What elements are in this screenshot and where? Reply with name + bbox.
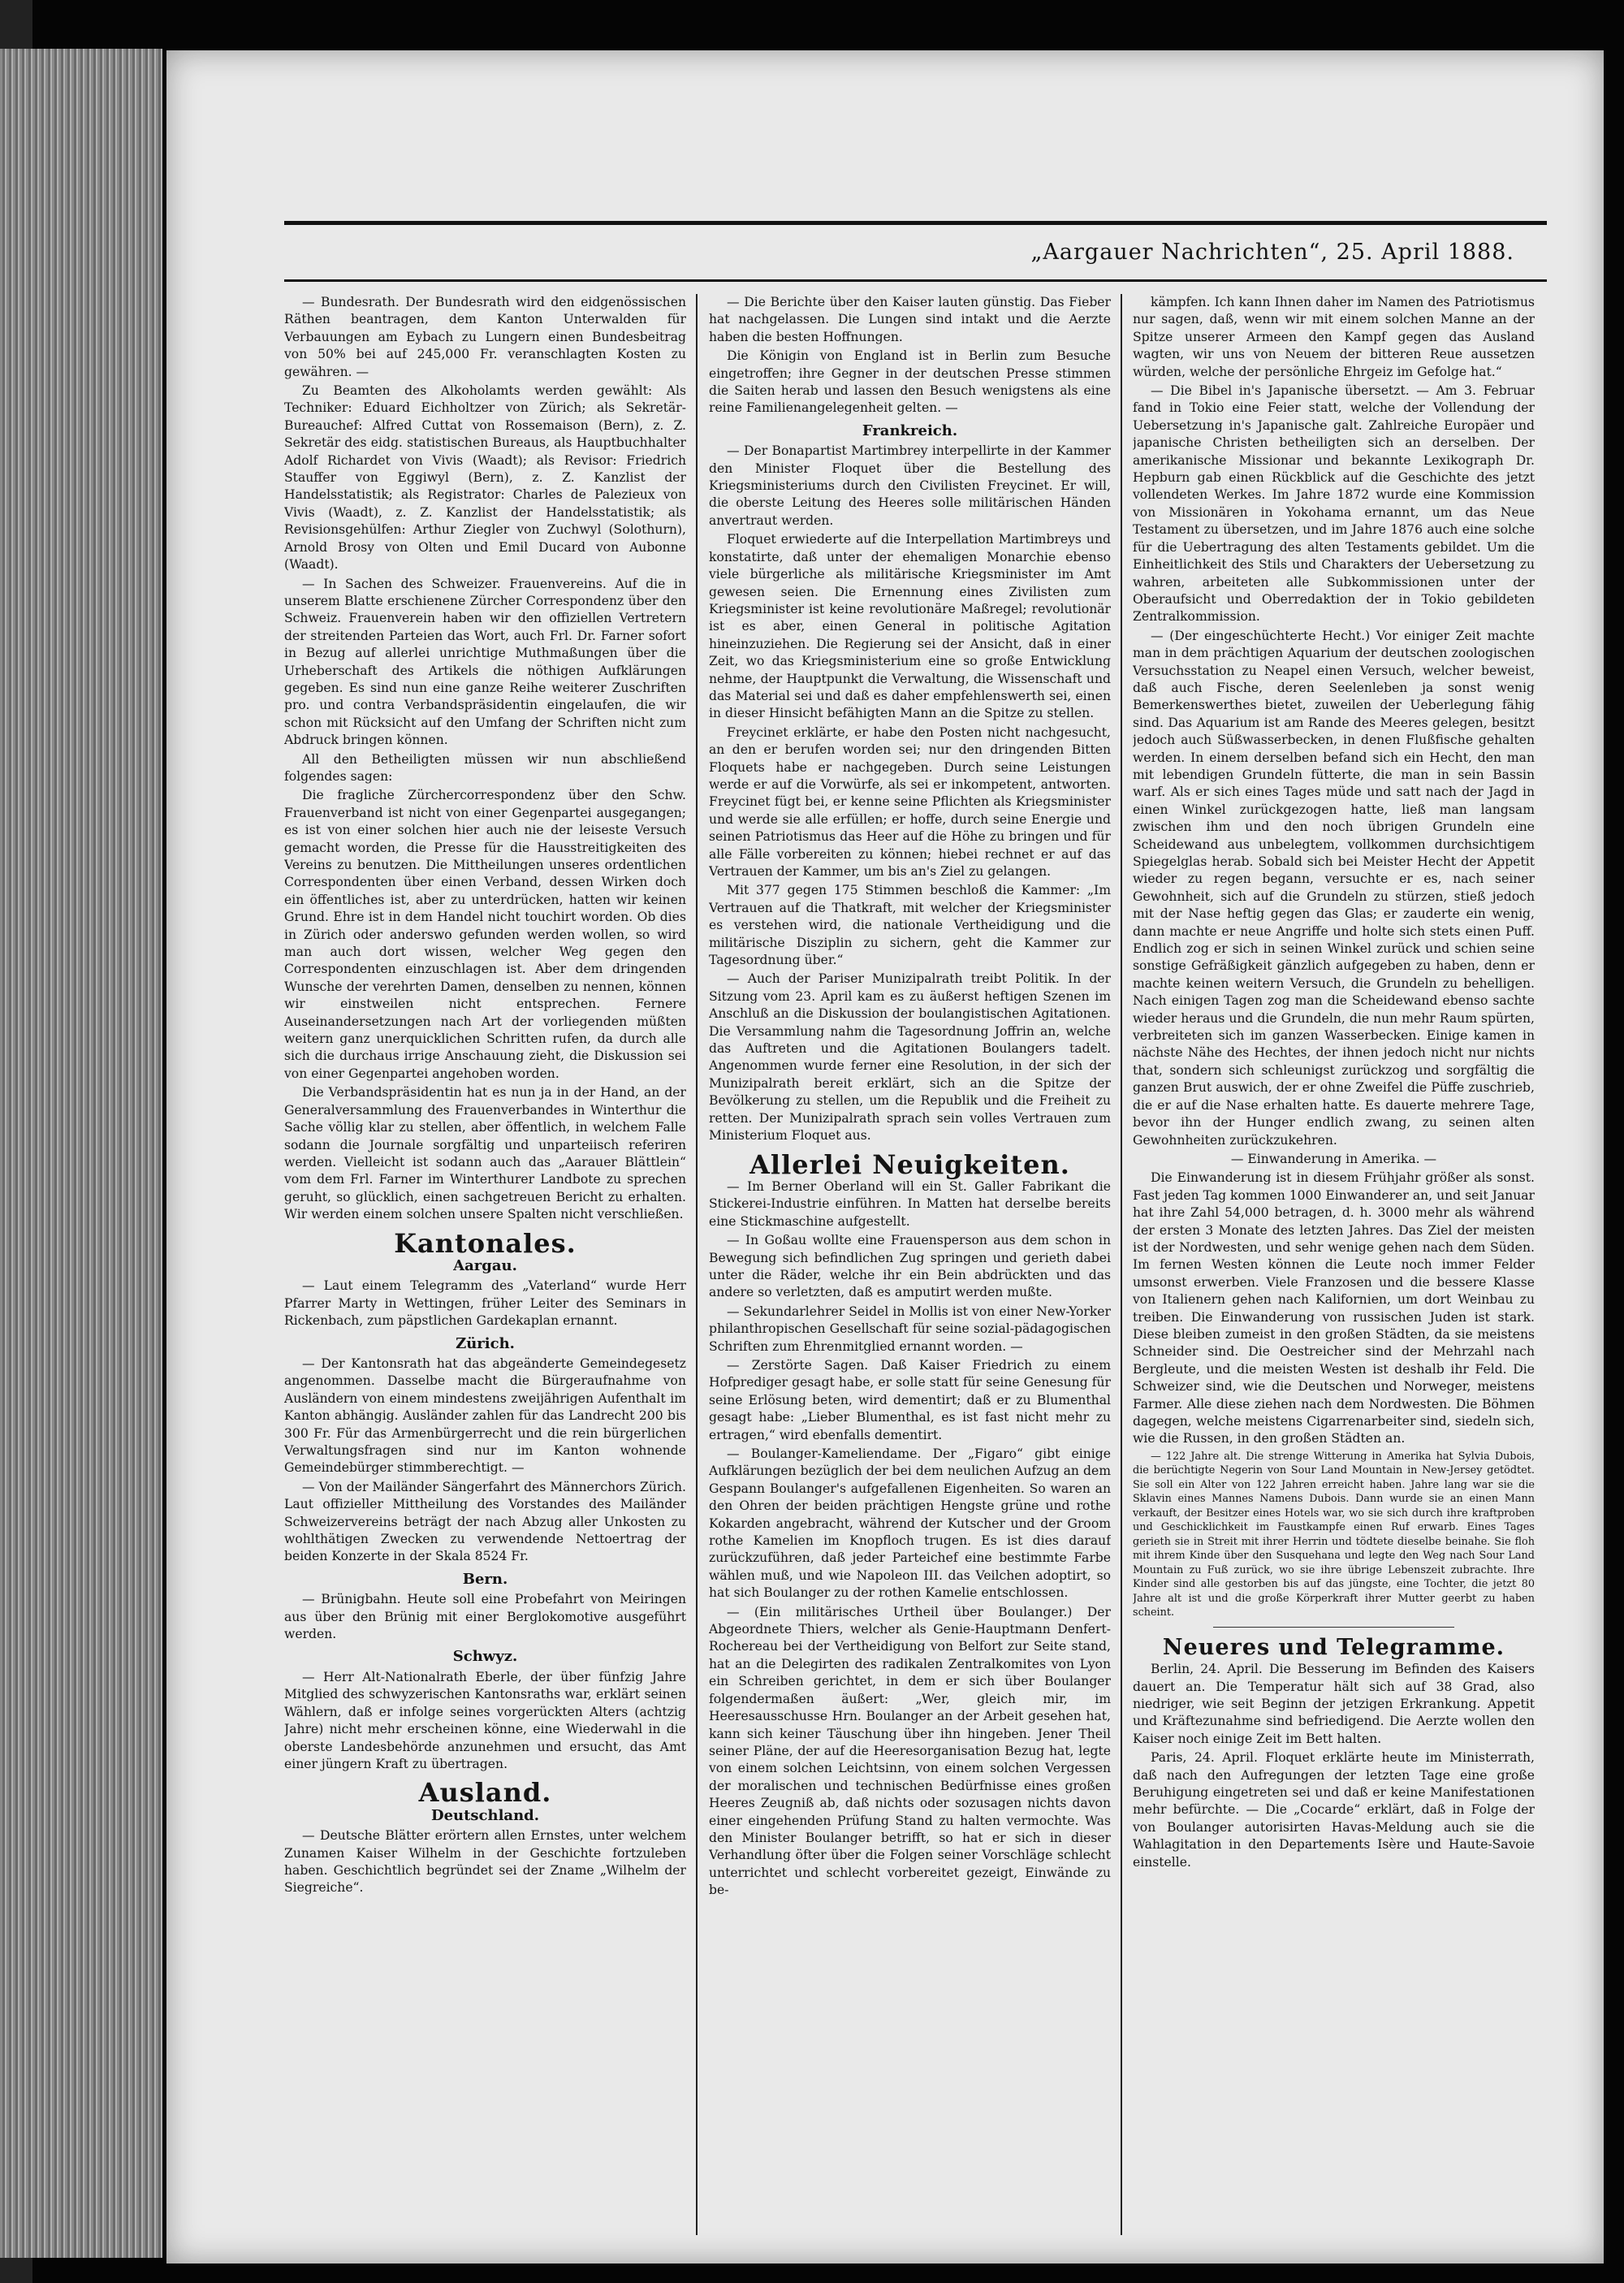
article-einwanderung: Die Einwanderung ist in diesem Frühjahr größer als sonst. Fast jeden Tag kommen 1000 Einwanderer an, und seit Januar hat ihre Zahl 54,000 betragen, d. h. 3000 mehr als während der ersten 3 Monate des letzten Jahres. Das Ziel der meisten ist der Nordwesten, und sehr wenige gehen nach dem Süden. Im fernen Westen können die Leute noch immer Felder umsonst erwerben. Viele Franzosen und die bessere Klasse von Italienern gehen nach Kalifornien, um dort Weinbau zu treiben. Die Einwanderung von russischen Juden ist stark. Diese bleiben zumeist in den großen Städten, da sie meistens Schneider sind. Die Oestreicher sind der Mehrzahl nach Bergleute, und die meisten Westen ist deshalb ihr Feld. Die Schweizer sind, wie die Deutschen und Norweger, meistens Farmer. Alle diese ziehen nach dem Nordwesten. Die Böhmen dagegen, welche meistens Cigarrenarbeiter sind, siedeln sich, wie die Russen, in den großen Städten an. bbox=[1133, 1170, 1535, 1446]
article-paragraph: Die fragliche Zürchercorrespondenz über den Schw. Frauenverband ist nicht von einer Gegenpartei ausgegangen; es ist von einer solchen hier auch nie der leiseste Versuch gemacht worden, die Presse für die Hausstreitigkeiten des Vereins zu benutzen. Die Mittheilungen unseres ordentlichen Correspondenten über einen Verband, dessen Wirken doch ein öffentliches ist, aber zu unterdrücken, hatten wir keinen Grund. Ehre ist in dem Handel nicht touchirt worden. Ob dies in Zürich oder anderswo gefunden werden wollen, so wird man auch dort wissen, welcher Weg gegen den Correspondenten einzuschlagen ist. Aber dem dringenden Wunsche der verehrten Damen, denselben zu nennen, können wir einstweilen nicht entsprechen. Fernere Auseinandersetzungen nach Art der vorliegenden müßten weitern ganz unerquicklichen Schritten rufen, da durch alle sich die durchaus irrige Anschauung zieht, die Diskussion sei von einer Gegenpartei angehoben worden. bbox=[284, 788, 686, 1081]
section-heading-ausland: Ausland. bbox=[418, 1777, 552, 1809]
article-aargau: — Laut einem Telegramm des „Vaterland“ wurde Herr Pfarrer Marty in Wettingen, früher Leiter des Seminars in Rickenbach, zum päpstlichen Gardekaplan ernannt. bbox=[284, 1278, 686, 1329]
column-divider bbox=[1121, 294, 1122, 2235]
masthead-rule bbox=[284, 279, 1547, 282]
article-hecht: — (Der eingeschüchterte Hecht.) Vor einiger Zeit machte man in dem prächtigen Aquarium der deutschen zoologischen Versuchsstation zu Neapel einen Versuch, welcher beweist, daß auch Fische, deren Seelenleben ja sonst wenig Bemerkenswerthes bietet, zuweilen der Ueberlegung fähig sind. Das Aquarium ist am Rande des Meeres gelegen, besitzt jedoch auch Süßwasserbecken, in denen Flußfische gehalten werden. In einem derselben befand sich ein Hecht, den man mit lebendigen Grundeln fütterte, die man in sein Bassin warf. Als er sich eines Tages müde und satt nach der Jagd in einen Winkel zurückgezogen hatte, ließ man langsam zwischen ihm und den noch übrigen Grundeln eine Scheidewand aus unbelegtem, vollkommen durchsichtigem Spiegelglas herab. Sobald sich bei Meister Hecht der Appetit wieder zu regen begann, versuchte er es, nach seiner Gewohnheit, sich auf die Grundeln zu stürzen, stieß jedoch mit der Nase heftig gegen das Glas; er zauderte ein wenig, dann machte er neue Angriffe und holte sich stets einen Puff. Endlich zog er sich in seinen Winkel zurück und schien seine sonstige Gefräßigkeit gänzlich aufgegeben zu haben, denn er machte keinen weitern Versuch, die Grundeln zu behelligen. Nach einigen Tagen zog man die Scheidewand ebenso sachte wieder heraus und die Grundeln, die nun mehr Raum spürten, verbreiteten sich im ganzen Wasserbecken. Einige kamen in nächste Nähe des Hechtes, der ihnen jedoch nicht nur nichts that, sondern sich schleunigst zurückzog und sorgfältig die ganzen Brut auswich, der er ohne Zweifel die Püffe zuschrieb, die er auf die Nase erhalten hatte. Es dauerte mehrere Tage, bevor ihn der Hunger endlich zwang, zu seinen alten Gewohnheiten zurückzukehren. bbox=[1133, 628, 1535, 1148]
newspaper-page bbox=[166, 50, 1604, 2264]
article-seidel: — Sekundarlehrer Seidel in Mollis ist von einer New-Yorker philanthropischen Gesellschaft für seine sozial-pädagogischen Schriften zum Ehrenmitglied ernannt worden. — bbox=[709, 1304, 1111, 1354]
article-alkoholamt: Zu Beamten des Alkoholamts werden gewählt: Als Techniker: Eduard Eichholtzer von Zürich; als Sekretär-Bureauchef: Alfred Cuttat von Rossemaison (Bern), z. Z. Sekretär des eidg. statistischen Bureaus, als Hauptbuchhalter Adolf Richardet von Vivis (Waadt); als Revisor: Friedrich Stauffer von Eggiwyl (Bern), z. Z. Kanzlist der Handelsstatistik; als Registrator: Charles de Palezieux von Vivis (Waadt), z. Z. Kanzlist der Handelsstatistik; als Revisionsgehülfen: Arthur Ziegler von Zuchwyl (Solothurn), Arnold Brosy von Olten und Emil Ducard von Aubonne (Waadt). bbox=[284, 383, 686, 573]
article-freycinet: Freycinet erklärte, er habe den Posten nicht nachgesucht, an den er berufen worden sei; nur den dringenden Bitten Floquets habe er nachgegeben. Durch seine Leistungen werde er auf die Vorwürfe, als sei er inkompetent, antworten. Freycinet fügt bei, er kenne seine Pflichten als Kriegsminister und werde sie alle erfüllen; er hoffe, durch seine Energie und seinen Patriotismus das Heer auf die Höhe zu bringen und für alle Fälle vorbereiten zu können; hiebei rechnet er auf das Vertrauen der Kammer, um bis an's Ziel zu gelangen. bbox=[709, 724, 1111, 879]
article-stickerei: — Im Berner Oberland will ein St. Galler Fabrikant die Stickerei-Industrie einführen. In Matten hat derselbe bereits eine Stickmaschine aufgestellt. bbox=[709, 1178, 1111, 1229]
article-munizipalrath: — Auch der Pariser Munizipalrath treibt Politik. In der Sitzung vom 23. April kam es zu äußerst heftigen Szenen im Anschluß an die Diskussion der boulangistischen Agitationen. Die Versammlung nahm die Tagesordnung Joffrin an, welche das Auftreten und die Agitationen Boulangers tadelt. Angenommen wurde ferner eine Resolution, in der sich der Munizipalrath bereit erklärt, sich an die Spitze der Bevölkerung zu stellen, um die Republik und die Freiheit zu retten. Der Munizipalrath sprach sein volles Vertrauen zum Ministerium Floquet aus. bbox=[709, 971, 1111, 1144]
article-kantonsrath: — Der Kantonsrath hat das abgeänderte Gemeindegesetz angenommen. Dasselbe macht die Bürgeraufnahme von Ausländern von einem mindestens zweijährigen Aufenthalt im Kanton abhängig. Ausländer zahlen für das Landrecht 200 bis 300 Fr. Für das Armenbürgerrecht und die rein bürgerlichen Verwaltungsfragen sind nur im Kanton wohnende Gemeindebürger stimmberechtigt. — bbox=[284, 1356, 686, 1476]
article-saengerfahrt: — Von der Mailänder Sängerfahrt des Männerchors Zürich. Laut offizieller Mittheilung des Vorstandes des Mailänder Schweizervereins beträgt der nach Abzug aller Unkosten zu wohlthätigen Zwecken zu verwendende Nettoertrag der beiden Konzerte in der Skala 8524 Fr. bbox=[284, 1479, 686, 1564]
article-kaiser-bericht: — Die Berichte über den Kaiser lauten günstig. Das Fieber hat nachgelassen. Die Lungen sind intakt und die Aerzte haben die besten Hoffnungen. bbox=[709, 295, 1111, 344]
article-einwanderung-title: — Einwanderung in Amerika. — bbox=[1230, 1151, 1437, 1166]
article-martimbrey: — Der Bonapartist Martimbrey interpellirte in der Kammer den Minister Floquet über die Bestellung des Kriegsministeriums durch den Civilisten Freycinet. Er will, die oberste Leitung des Heeres solle militärischen Händen anvertraut werden. bbox=[709, 443, 1111, 528]
article-bibel: — Die Bibel in's Japanische übersetzt. — Am 3. Februar fand in Tokio eine Feier statt, welche der Vollendung der Uebersetzung in's Japanische galt. Zahlreiche Europäer und japanische Christen betheiligten sich an derselben. Der amerikanische Missionar und bekannte Lexikograph Dr. Hepburn gab einen Rückblick auf die Geschichte des jetzt vollendeten Werkes. Im Jahre 1872 wurde eine Kommission von Missionären in Yokohama ernannt, um das Neue Testament zu übersetzen, und im Jahre 1876 auch eine solche für die Uebertragung des alten Testaments gebildet. Um die Einheitlichkeit des Stils und Charakters der Uebersetzung zu wahren, arbeiteten alle Subkommissionen unter der Oberaufsicht und Oberredaktion der in Tokio gebildeten Zentralkommission. bbox=[1133, 383, 1535, 625]
column-divider bbox=[696, 294, 698, 2235]
column-3 bbox=[1133, 294, 1535, 2235]
article-122-jahre: — 122 Jahre alt. Die strenge Witterung in Amerika hat Sylvia Dubois, die berüchtigte Negerin von Sour Land Mountain in New-Jersey getödtet. Sie soll ein Alter von 122 Jahren erreicht haben. Jahre lang war sie die Sklavin eines Mannes Namens Dubois. Dann wurde sie an einen Mann verkauft, der Besitzer eines Hotels war, wo sie sich durch ihre kraftproben und Geschicklichkeit im Faustkampfe einen Ruf erwarb. Eines Tages gerieth sie in Streit mit ihrer Herrin und tödtete dieselbe beinahe. Sie floh mit ihrem Kinde über den Susquehana und legte den Weg nach Sour Land Mountain zu Fuß zurück, wo sie ihre übrige Lebenszeit zubrachte. Ihre Kinder sind alle gestorben bis auf das jüngste, eine Tochter, die jetzt 80 Jahre alt ist und die große Körperkraft ihrer Mutter geerbt zu haben scheint. bbox=[1133, 1450, 1535, 1619]
column-1 bbox=[284, 294, 686, 2235]
article-kameliendame: — Boulanger-Kameliendame. Der „Figaro“ gibt einige Aufklärungen bezüglich der bei dem neulichen Aufzug an dem Gespann Boulanger's aufgefallenen Eigenheiten. So waren an den Ohren der beiden prächtigen Hengste grüne und rothe Kokarden angebracht, während der Kutscher und der Groom rothe Kamelien im Knopfloch trugen. Es ist dies darauf zurückzuführen, daß jeder Parteichef eine bestimmte Farbe wählen muß, und wie Napoleon III. das Veilchen adoptirt, so hat sich Boulanger zu der rothen Kamelie entschlossen. bbox=[709, 1446, 1111, 1601]
article-gossau: — In Goßau wollte eine Frauensperson aus dem schon in Bewegung sich befindlichen Zug springen und gerieth dabei unter die Räder, welche ihr ein Bein abdrückten und das andere so verletzten, daß es amputirt werden mußte. bbox=[709, 1233, 1111, 1300]
article-sagen: — Zerstörte Sagen. Daß Kaiser Friedrich zu einem Hofprediger gesagt habe, er solle statt für seine Genesung für seine Erlösung beten, wird dementirt; daß er zu Blumenthal gesagt habe: „Lieber Blumenthal, es ist fast nicht mehr zu ertragen,“ wird ebenfalls dementirt. bbox=[709, 1357, 1111, 1442]
subheading-frankreich: Frankreich. bbox=[862, 422, 958, 439]
article-paragraph: Die Verbandspräsidentin hat es nun ja in der Hand, an der Generalversammlung des Frauenverbandes in Winterthur die Sache völlig klar zu stellen, aber öffentlich, in welchem Falle sodann die Journale sorgfältig und unparteiisch referiren werden. Vielleicht ist sodann auch das „Aarauer Blättlein“ vom dem Frl. Farner im Winterthurer Landbote zu sprechen geruht, so glücklich, einen sachgetreuen Bericht zu erhalten. Wir werden einem solchen unsere Spalten nicht verschließen. bbox=[284, 1085, 686, 1222]
article-berlin: Berlin, 24. April. Die Besserung im Befinden des Kaisers dauert an. Die Temperatur hält sich auf 38 Grad, also niedriger, wie seit Beginn der jetzigen Erkrankung. Appetit und Kräftezunahme sind befriedigend. Die Aerzte wollen den Kaiser noch einige Zeit im Bett halten. bbox=[1133, 1662, 1535, 1746]
article-paris: Paris, 24. April. Floquet erklärte heute im Ministerrath, daß nach den Aufregungen der letzten Tage eine große Beruhigung eingetreten sei und daß er keine Manifestationen mehr befürchte. — Die „Cocarde“ erklärt, daß in Folge der von Boulanger autorisirten Havas-Meldung auch sie die Wahlagitation in den Departements Isère und Haute-Savoie einstelle. bbox=[1133, 1750, 1535, 1870]
article-koenigin: Die Königin von England ist in Berlin zum Besuche eingetroffen; ihre Gegner in der deutschen Presse stimmen die Saiten herab und lassen den Besuch wenigstens als eine reine Familienangelegenheit gelten. — bbox=[709, 348, 1111, 416]
article-eberle: — Herr Alt-Nationalrath Eberle, der über fünfzig Jahre Mitglied des schwyzerischen Kantonsraths war, erklärt seinen Wählern, daß er infolge seines vorgerückten Alters (achtzig Jahre) nicht mehr erscheinen könne, eine Wiederwahl in die oberste Landesbehörde anzunehmen und ersucht, das Amt einer jüngern Kraft zu übertragen. bbox=[284, 1669, 686, 1771]
article-bruenigbahn: — Brünigbahn. Heute soll eine Probefahrt von Meiringen aus über den Brünig mit einer Berglokomotive ausgeführt werden. bbox=[284, 1592, 686, 1642]
article-floquet: Floquet erwiederte auf die Interpellation Martimbreys und konstatirte, daß unter der ehemaligen Monarchie ebenso viele bürgerliche als militärische Kriegsminister im Amt gewesen seien. Die Ernennung eines Zivilisten zum Kriegsminister ist keine revolutionäre Maßregel; revolutionär ist es aber, einen General in politische Agitation hineinzuziehen. Die Regierung sei der Ansicht, daß in einer Zeit, wo das Kriegsministerium eine so große Entwicklung nehme, der Hauptpunkt die Verwaltung, die Wissenschaft und das Material sei und daß es daher empfehlenswerth sei, einen in dieser Hinsicht befähigten Mann an die Spitze zu stellen. bbox=[709, 532, 1111, 721]
article-kammer: Mit 377 gegen 175 Stimmen beschloß die Kammer: „Im Vertrauen auf die Thatkraft, mit welcher der Kriegsminister es verstehen wird, die nationale Vertheidigung und die militärische Disziplin zu sichern, geht die Kammer zur Tagesordnung über.“ bbox=[709, 883, 1111, 968]
top-rule bbox=[284, 221, 1547, 225]
subheading-bern: Bern. bbox=[462, 1570, 508, 1588]
column-2 bbox=[709, 294, 1111, 2235]
section-heading-allerlei: Allerlei Neuigkeiten. bbox=[749, 1148, 1070, 1180]
section-heading-neueres: Neueres und Telegramme. bbox=[1162, 1634, 1505, 1660]
article-continuation: kämpfen. Ich kann Ihnen daher im Namen des Patriotismus nur sagen, daß, wenn wir mit einem solchen Manne an der Spitze unserer Armeen den Kampf gegen das Ausland wagten, wir uns von Neuem der bitteren Reue aussetzen würden, welche der persönliche Ehrgeiz im Gefolge hat.“ bbox=[1133, 295, 1535, 379]
article-kaiser-wilhelm: — Deutsche Blätter erörtern allen Ernstes, unter welchem Zunamen Kaiser Wilhelm in der Geschichte fortzuleben haben. Geschichtlich begründet sei der Zname „Wilhelm der Siegreiche“. bbox=[284, 1828, 686, 1896]
subheading-aargau: Aargau. bbox=[453, 1256, 517, 1274]
subheading-schwyz: Schwyz. bbox=[452, 1648, 518, 1666]
article-paragraph: All den Betheiligten müssen wir nun abschließend folgendes sagen: bbox=[284, 751, 686, 784]
section-divider bbox=[1213, 1627, 1454, 1628]
book-page-edges bbox=[0, 49, 162, 2258]
masthead-title: „Aargauer Nachrichten“, 25. April 1888. bbox=[1030, 240, 1514, 265]
section-heading-kantonales: Kantonales. bbox=[394, 1227, 577, 1259]
subheading-deutschland: Deutschland. bbox=[430, 1806, 540, 1824]
article-frauenverein: — In Sachen des Schweizer. Frauenvereins. Auf die in unserem Blatte erschienene Zürcher Correspondenz über den Schweiz. Frauenverein haben wir den offiziellen Vertretern der streitenden Parteien das Wort, auch Frl. Dr. Farner sofort in Bezug auf allerlei unrichtige Muthmaßungen über die Urheberschaft des Artikels die nöthigen Aufklärungen gegeben. Es sind nun eine ganze Reihe weiterer Zuschriften pro. und contra Verbandspräsidentin eingelaufen, die wir schon mit Rücksicht auf den Umfang der Schriften nicht zum Abdruck bringen können. bbox=[284, 576, 686, 748]
article-bundesrath: — Bundesrath. Der Bundesrath wird den eidgenössischen Räthen beantragen, dem Kanton Unterwalden für Verbauungen am Eybach zu Lungern einen Bundesbeitrag von 50% bei auf 245,000 Fr. veranschlagten Kosten zu gewähren. — bbox=[284, 295, 686, 379]
subheading-zuerich: Zürich. bbox=[456, 1334, 515, 1352]
article-urtheil-boulanger: — (Ein militärisches Urtheil über Boulanger.) Der Abgeordnete Thiers, welcher als Genie-Hauptmann Denfert-Rochereau bei der Vertheidigung von Belfort zur Seite stand, hat an die Delegirten des radikalen Zentralkomites von Lyon ein Schreiben gerichtet, in dem er sich über Boulanger folgendermaßen äußert: „Wer, gleich mir, im Heeresausschusse Hrn. Boulanger an der Arbeit gesehen hat, kann sich keiner Täuschung über ihn hingeben. Jener Theil seiner Pläne, der auf die Heeresorganisation Bezug hat, legte von einem solchen Leichtsinn, von einem solchen Vergessen der moralischen und technischen Bedürfnisse eines großen Heeres Zeugniß ab, daß nichts oder sozusagen nichts davon einer eingehenden Prüfung Stand zu halten vermochte. Was den Minister Boulanger betrifft, so hat er sich in dieser Verhandlung öfter über die Folgen seiner Vorschläge schlecht unterrichtet und schlecht vorbereitet gezeigt, Einwände zu be- bbox=[709, 1604, 1111, 1898]
